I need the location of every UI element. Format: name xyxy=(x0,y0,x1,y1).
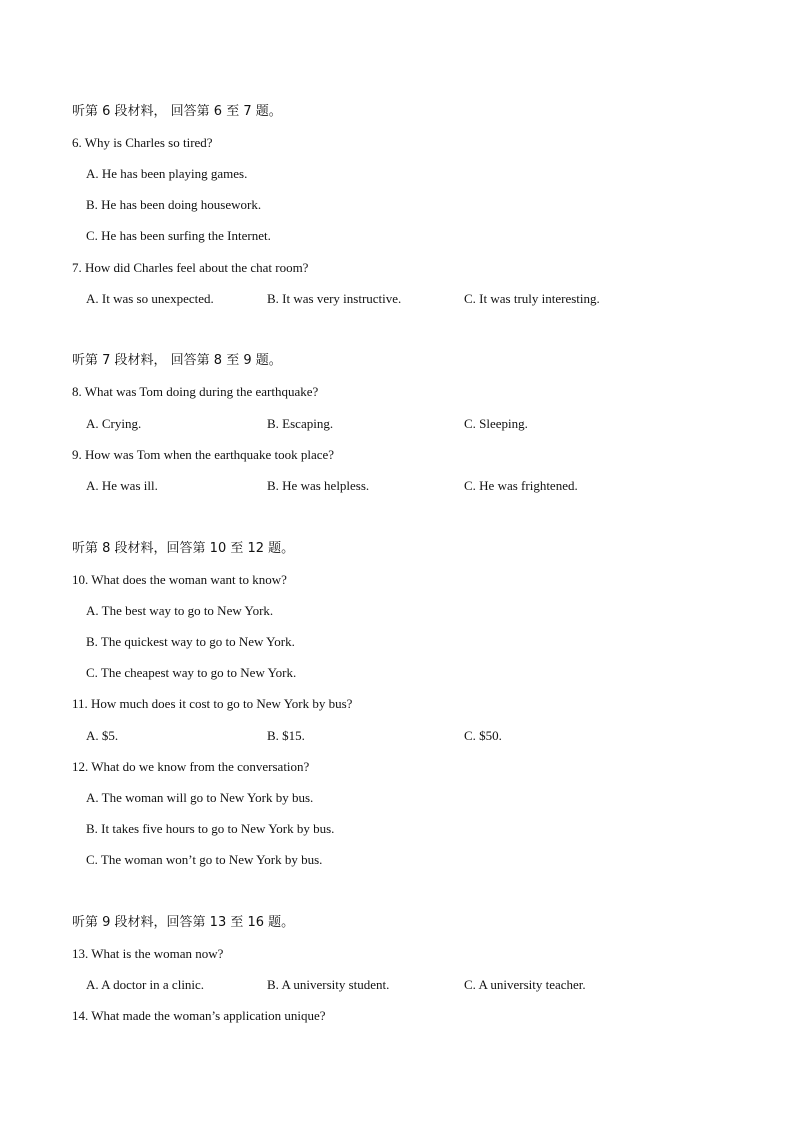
option-a: A. $5. xyxy=(86,728,119,743)
option-c: C. $50. xyxy=(464,728,502,743)
option-a: A. He was ill. xyxy=(86,478,158,493)
section-title: 听第 7 段材料， 回答第 8 至 9 题。 xyxy=(72,353,282,368)
question-stem: 8. What was Tom doing during the earthquake? xyxy=(72,384,319,399)
option-c: C. It was truly interesting. xyxy=(464,291,600,306)
question-stem: 14. What made the woman’s application unique? xyxy=(72,1008,326,1023)
option-c: C. He was frightened. xyxy=(464,478,578,493)
section-title: 听第 8 段材料，回答第 10 至 12 题。 xyxy=(72,541,295,556)
option-a: A. The woman will go to New York by bus. xyxy=(86,790,314,805)
section-title: 听第 6 段材料， 回答第 6 至 7 题。 xyxy=(72,104,282,119)
option-a: A. Crying. xyxy=(86,416,142,431)
question-stem: 9. How was Tom when the earthquake took place? xyxy=(72,447,335,462)
option-a: A. It was so unexpected. xyxy=(86,291,214,306)
question-stem: 13. What is the woman now? xyxy=(72,946,224,961)
question-stem: 12. What do we know from the conversation? xyxy=(72,759,310,774)
option-b: B. He was helpless. xyxy=(267,478,370,493)
question-stem: 10. What does the woman want to know? xyxy=(72,572,287,587)
option-c: C. He has been surfing the Internet. xyxy=(86,228,271,243)
option-b: B. It takes five hours to go to New York by bus. xyxy=(86,821,335,836)
option-b: B. Escaping. xyxy=(267,416,334,431)
section-title: 听第 9 段材料，回答第 13 至 16 题。 xyxy=(72,915,295,930)
option-b: B. The quickest way to go to New York. xyxy=(86,634,295,649)
option-a: A. He has been playing games. xyxy=(86,166,248,181)
option-b: B. He has been doing housework. xyxy=(86,197,262,212)
option-b: B. A university student. xyxy=(267,977,390,992)
option-b: B. $15. xyxy=(267,728,305,743)
option-c: C. The woman won’t go to New York by bus. xyxy=(86,852,323,867)
option-a: A. The best way to go to New York. xyxy=(86,603,274,618)
question-stem: 11. How much does it cost to go to New York by bus? xyxy=(72,696,353,711)
question-stem: 6. Why is Charles so tired? xyxy=(72,135,213,150)
option-a: A. A doctor in a clinic. xyxy=(86,977,205,992)
option-b: B. It was very instructive. xyxy=(267,291,402,306)
option-c: C. The cheapest way to go to New York. xyxy=(86,665,297,680)
question-stem: 7. How did Charles feel about the chat room? xyxy=(72,260,309,275)
option-c: C. Sleeping. xyxy=(464,416,528,431)
option-c: C. A university teacher. xyxy=(464,977,586,992)
